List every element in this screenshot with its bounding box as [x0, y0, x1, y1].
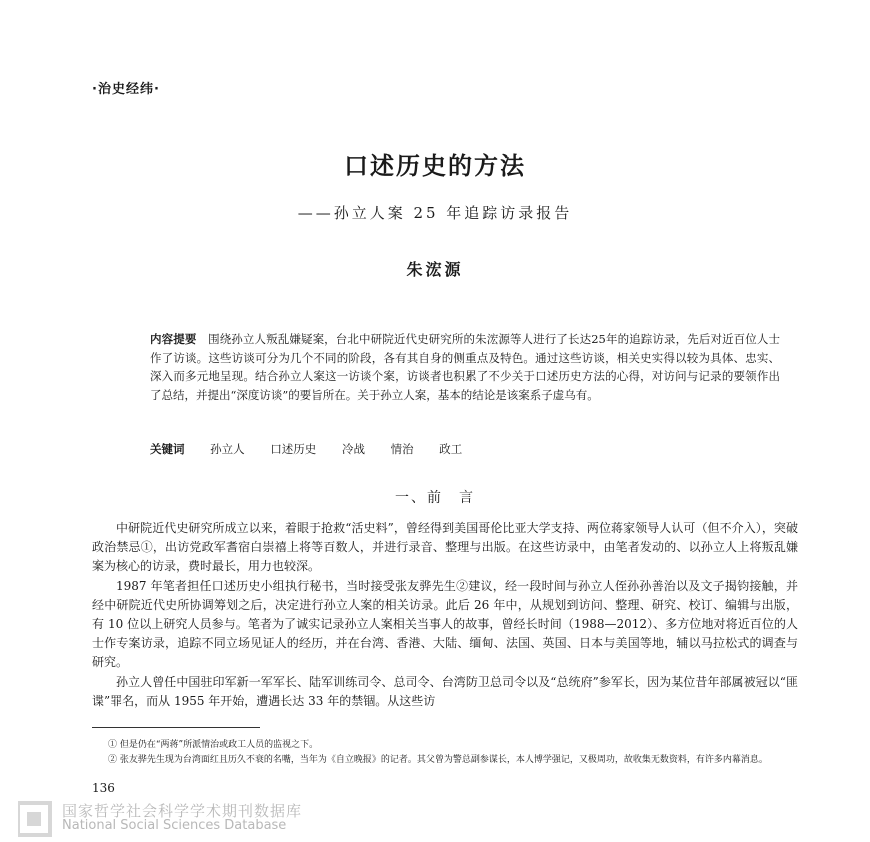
- footnote-mark: ②: [108, 755, 118, 765]
- section-heading: 一、前 言: [395, 490, 475, 506]
- body-text: [92, 519, 798, 711]
- keywords-label: 关键词: [150, 442, 185, 456]
- paragraph: 1987 年笔者担任口述历史小组执行秘书，当时接受张友骅先生②建议，经一段时间与孙立人侄孙孙善治以及文子揭钧接触，并经中研院近代史所协调筹划之后，决定进行孙立人案的相关访录。此后 26 年中，从规划到访问、整理、研究、校订、编辑与出版，有 10 位以上研究人员参与。笔者为了诚实记录孙立人案相关当事人的故事，曾经长时间（1988—2012）、多方位地对将近百位的人士作专案访录，追踪不同立场见证人的经历，并在台湾、香港、大陆、缅甸、法国、英国、日本与美国等地，辅以马拉松式的调查与研究。: [92, 578, 798, 670]
- footnote-text: 但是仍在“两蒋”所派情治或政工人员的监视之下。: [119, 740, 319, 750]
- keyword: 政工: [439, 442, 463, 456]
- article-subtitle: ——孙立人案 25 年追踪访录报告: [297, 204, 573, 222]
- keyword: 情治: [390, 442, 414, 456]
- abstract-text: 围绕孙立人叛乱嫌疑案，台北中研院近代史研究所的朱浤源等人进行了长达25年的追踪访录，先后对近百位人士作了访谈。这些访谈可分为几个不同的阶段，各有其自身的侧重点及特色。通过这些访谈，相关史实得以较为具体、忠实、深入而多元地呈现。结合孙立人案这一访谈个案，访谈者也积累了不少关于口述历史方法的心得，对访问与记录的要领作出了总结，并提出“深度访谈”的要旨所在。关于孙立人案，基本的结论是该案系子虚乌有。: [150, 332, 781, 402]
- keywords: [150, 441, 780, 457]
- footnote-divider: [92, 727, 260, 728]
- keyword: 口述历史: [270, 442, 317, 456]
- footnote-text: 张友骅先生现为台湾面红且历久不衰的名嘴，当年为《自立晚报》的记者。其父曾为警总副参谋长，本人博学强记，又极周功，故收集无数资料，有许多内幕消息。: [119, 755, 768, 765]
- abstract: [150, 330, 780, 404]
- footnote: [92, 753, 798, 768]
- watermark-chinese: 国家哲学社会科学学术期刊数据库: [62, 802, 303, 820]
- keyword: 冷战: [341, 442, 365, 456]
- paragraph: 孙立人曾任中国驻印军新一军军长、陆军训练司令、总司令、台湾防卫总司令以及“总统府”参军长，因为某位昔年部属被冠以“匪谍”罪名，而从 1955 年开始，遭遇长达 33 年的禁锢。从这些访: [92, 674, 798, 708]
- page-number: 136: [92, 781, 115, 795]
- watermark-english: National Social Sciences Database: [62, 818, 287, 833]
- abstract-label: 内容提要: [150, 332, 197, 346]
- footnote-mark: ①: [108, 740, 118, 750]
- paragraph: 中研院近代史研究所成立以来，着眼于抢救“活史料”，曾经得到美国哥伦比亚大学支持、两位蒋家领导人认可（但不介入），突破政治禁忌①，出访党政军耆宿白崇禧上将等百数人，并进行录音、整理与出版。在这些访录中，由笔者发动的、以孙立人上将叛乱嫌案为核心的访录，费时最长，用力也较深。: [92, 521, 798, 574]
- keyword: 孙立人: [210, 442, 245, 456]
- article-title: 口述历史的方法: [344, 151, 526, 180]
- author-name: 朱浤源: [406, 260, 464, 279]
- footnotes: [92, 738, 798, 768]
- column-tag: ·治史经纬·: [92, 82, 160, 97]
- footnote: [92, 738, 798, 753]
